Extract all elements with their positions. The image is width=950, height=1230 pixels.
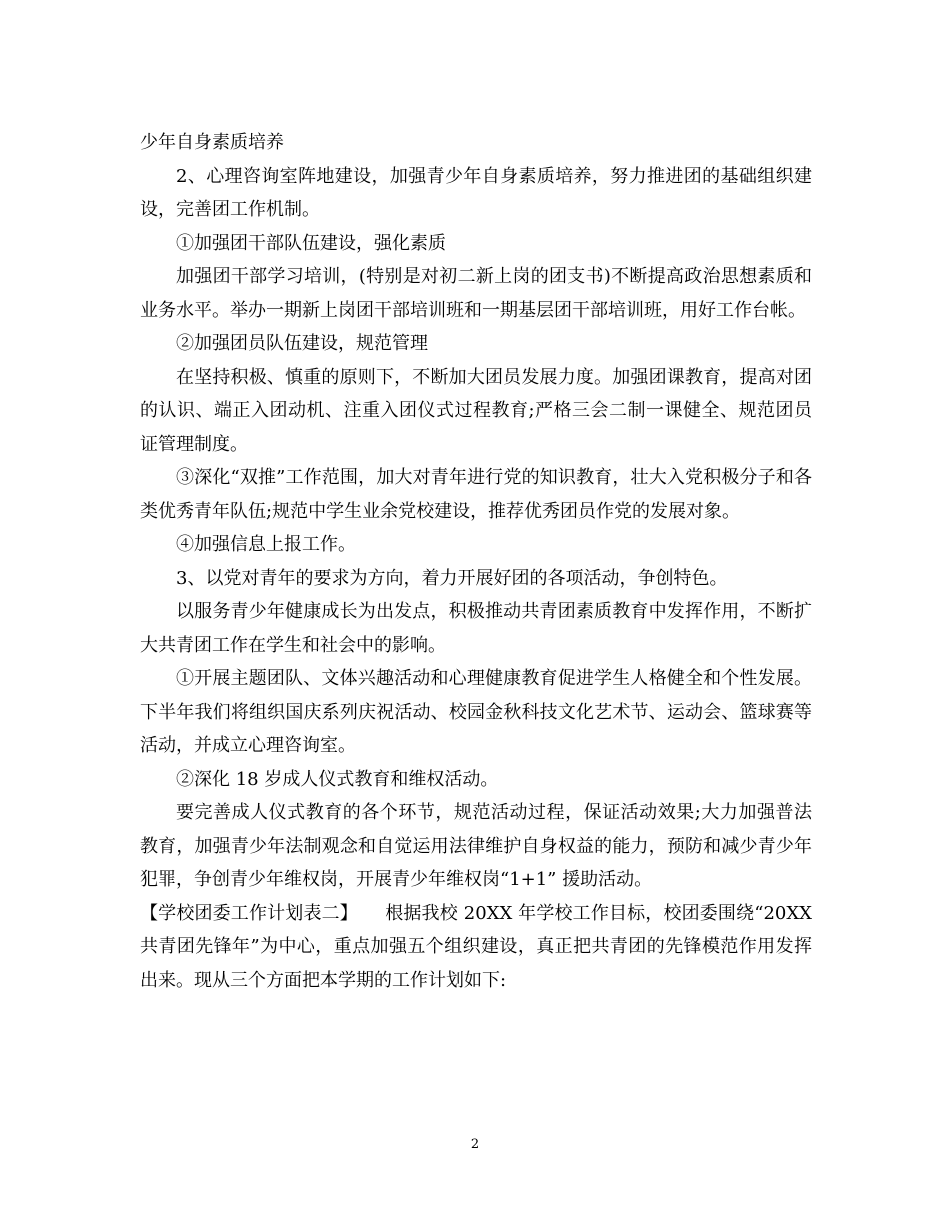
paragraph-2: 2、心理咨询室阵地建设，加强青少年自身素质培养，努力推进团的基础组织建设，完善团工作机制。 xyxy=(140,165,812,220)
page-number: 2 xyxy=(470,1137,480,1152)
paragraph-14: 【学校团委工作计划表二】 根据我校 20XX 年学校工作目标，校团委围绕“20XX 共青团先锋年”为中心，重点加强五个组织建设，真正把共青团的先锋模范作用发挥出来。现从三个方面把本学期的工作计划如下: xyxy=(140,902,812,991)
paragraph-11: ①开展主题团队、文体兴趣活动和心理健康教育促进学生人格健全和个性发展。下半年我们将组织国庆系列庆祝活动、校园金秋科技文化艺术节、运动会、篮球赛等活动，并成立心理咨询室。 xyxy=(140,668,812,756)
paragraph-4: 加强团干部学习培训，(特别是对初二新上岗的团支书)不断提高政治思想素质和业务水平。举办一期新上岗团干部培训班和一期基层团干部培训班，用好工作台帐。 xyxy=(140,266,812,321)
paragraph-13: 要完善成人仪式教育的各个环节，规范活动过程，保证活动效果;大力加强普法教育，加强青少年法制观念和自觉运用法律维护自身权益的能力，预防和减少青少年犯罪，争创青少年维权岗，开展青少年维权岗“1+1” 援助活动。 xyxy=(140,802,812,890)
paragraph-3: ①加强团干部队伍建设，强化素质 xyxy=(176,232,446,254)
paragraph-5: ②加强团员队伍建设，规范管理 xyxy=(176,333,428,354)
paragraph-7: ③深化“双推”工作范围，加大对青年进行党的知识教育，壮大入党积极分子和各类优秀青年队伍;规范中学生业余党校建设，推荐优秀团员作党的发展对象。 xyxy=(140,467,812,522)
paragraph-8: ④加强信息上报工作。 xyxy=(176,534,356,555)
document-body xyxy=(140,126,812,997)
paragraph-6: 在坚持积极、慎重的原则下，不断加大团员发展力度。加强团课教育，提高对团的认识、端正入团动机、注重入团仪式过程教育;严格三会二制一课健全、规范团员证管理制度。 xyxy=(140,366,812,455)
paragraph-1: 少年自身素质培养 xyxy=(140,132,284,153)
paragraph-12: ②深化 18 岁成人仪式教育和维权活动。 xyxy=(176,768,499,790)
paragraph-9: 3、以党对青年的要求为方向，着力开展好团的各项活动，争创特色。 xyxy=(176,567,728,589)
paragraph-10: 以服务青少年健康成长为出发点，积极推动共青团素质教育中发挥作用，不断扩大共青团工作在学生和社会中的影响。 xyxy=(140,601,812,656)
